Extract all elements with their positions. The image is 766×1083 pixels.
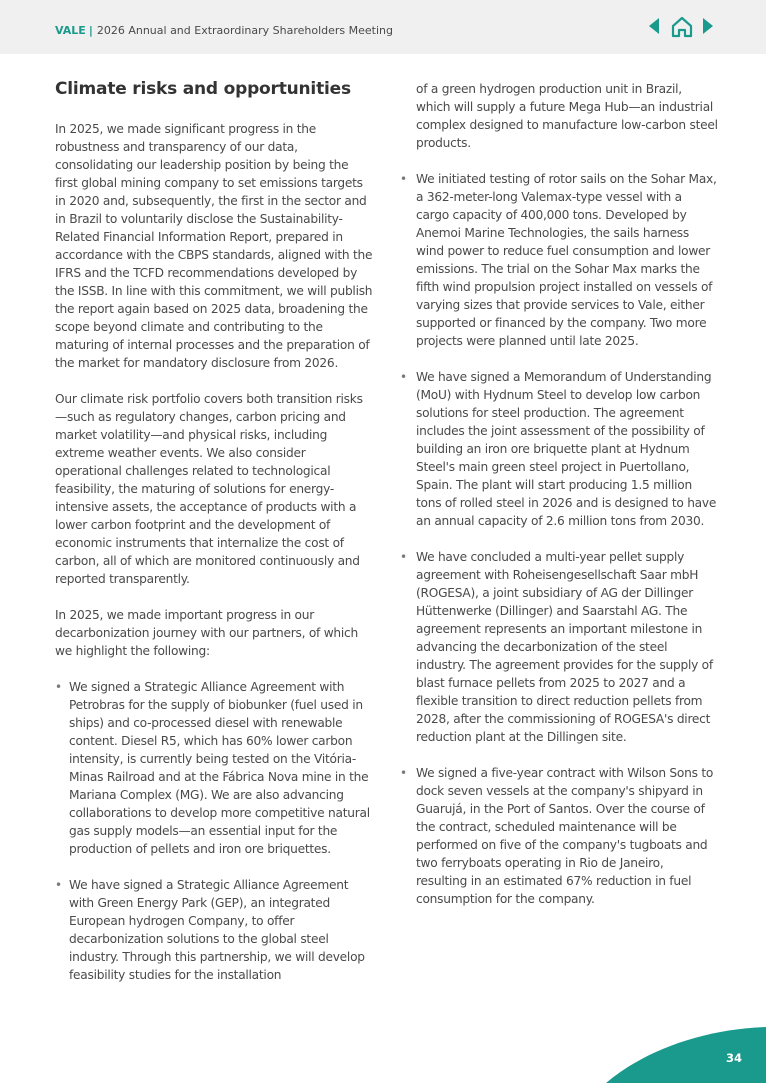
- bullet-marker: •: [55, 680, 62, 694]
- header-separator: |: [88, 24, 93, 37]
- list-item-continuation: [400, 80, 718, 152]
- partners-list-left: [55, 678, 373, 984]
- vale-logo-text: VALE: [55, 24, 86, 37]
- list-item: [55, 678, 373, 858]
- list-item-text: We have concluded a multi-year pellet supply agreement with Roheisengesellschaft Saar mbH (ROGESA), a joint subsidiary of AG der Dillinger Hüttenwerke (Dillinger) and Saarstahl AG. The agreement represents an important milestone in advancing the decarbonization of the steel industry. The agreement provides for the supply of blast furnace pellets from 2025 to 2027 and a flexible transition to direct reduction pellets from 2028, after the commissioning of ROGESA's direct reduction plant at the Dillingen site.: [416, 550, 713, 744]
- paragraph-climate-risk-portfolio: Our climate risk portfolio covers both transition risks—such as regulatory changes, carbon pricing and market volatility—and physical risks, including extreme weather events. We also consider operational challenges related to technological feasibility, the maturing of solutions for energy-intensive assets, the acceptance of products with a lower carbon footprint and the development of economic instruments that internalize the cost of carbon, all of which are monitored continuously and reported transparently.: [55, 392, 363, 586]
- list-item-text: We initiated testing of rotor sails on the Sohar Max, a 362-meter-long Valemax-type vessel with a cargo capacity of 400,000 tons. Developed by Anemoi Marine Technologies, the sails harness wind power to reduce fuel consumption and lower emissions. The trial on the Sohar Max marks the fifth wind propulsion project installed on vessels of varying sizes that provide services to Vale, either supported or financed by the company. Two more projects were planned until late 2025.: [416, 172, 717, 348]
- home-icon: [670, 14, 694, 40]
- list-item: [55, 876, 373, 984]
- bullet-marker: •: [400, 550, 407, 564]
- triangle-right-icon: [702, 17, 714, 35]
- bullet-marker: •: [400, 370, 407, 384]
- partners-list-right: [400, 80, 718, 908]
- triangle-left-icon: [648, 17, 660, 35]
- header-brand: [55, 24, 393, 38]
- bullet-marker: •: [400, 766, 407, 780]
- document-title: 2026 Annual and Extraordinary Shareholders Meeting: [96, 24, 393, 37]
- list-item: [400, 548, 718, 746]
- section-heading: Climate risks and opportunities: [55, 79, 351, 99]
- list-item: [400, 170, 718, 350]
- paragraph-partners-intro: In 2025, we made important progress in our decarbonization journey with our partners, of which we highlight the following:: [55, 608, 358, 658]
- page-number: 34: [726, 1051, 743, 1065]
- list-item: [400, 368, 718, 530]
- paragraph-data-progress: In 2025, we made significant progress in the robustness and transparency of our data, consolidating our leadership position by being the first global mining company to set emissions targets in 2020 and, subsequently, the first in the sector and in Brazil to voluntarily disclose the Sustainability-Related Financial Information Report, prepared in accordance with the CBPS standards, aligned with the IFRS and the TCFD recommendations developed by the ISSB. In line with this commitment, we will publish the report again based on 2025 data, broadening the scope beyond climate and contributing to the maturing of internal processes and the preparation of the market for mandatory disclosure from 2026.: [55, 122, 373, 370]
- next-page-button[interactable]: [702, 17, 714, 43]
- bullet-marker: •: [400, 172, 407, 186]
- list-item-text: We have signed a Memorandum of Understanding (MoU) with Hydnum Steel to develop low carbon solutions for steel production. The agreement includes the joint assessment of the possibility of building an iron ore briquette plant at Hydnum Steel's main green steel project in Puertollano, Spain. The plant will start producing 1.5 million tons of rolled steel in 2026 and is designed to have an annual capacity of 2.6 million tons from 2030.: [416, 370, 717, 528]
- home-button[interactable]: [670, 14, 694, 40]
- list-item-text: We signed a Strategic Alliance Agreement with Petrobras for the supply of biobunker (fuel used in ships) and co-processed diesel with renewable content. Diesel R5, which has 60% lower carbon intensity, is currently being tested on the Vitória-Minas Railroad and at the Fábrica Nova mine in the Mariana Complex (MG). We are also advancing collaborations to develop more competitive natural gas supply models—an essential input for the production of pellets and iron ore briquettes.: [69, 680, 370, 856]
- list-item-text: We have signed a Strategic Alliance Agreement with Green Energy Park (GEP), an integrated European hydrogen Company, to offer decarbonization solutions to the global steel industry. Through this partnership, we will develop feasibility studies for the installation: [69, 878, 365, 982]
- left-column: [55, 78, 373, 1002]
- list-item-text: of a green hydrogen production unit in Brazil, which will supply a future Mega Hub—an industrial complex designed to manufacture low-carbon steel products.: [416, 82, 718, 150]
- page-header: [0, 0, 766, 54]
- list-item: [400, 764, 718, 908]
- previous-page-button[interactable]: [648, 17, 660, 43]
- list-item-text: We signed a five-year contract with Wilson Sons to dock seven vessels at the company's shipyard in Guarujá, in the Port of Santos. Over the course of the contract, scheduled maintenance will be performed on five of the company's tugboats and two ferryboats operating in Rio de Janeiro, resulting in an estimated 67% reduction in fuel consumption for the company.: [416, 766, 714, 906]
- bullet-marker: •: [55, 878, 62, 892]
- right-column: [400, 80, 718, 926]
